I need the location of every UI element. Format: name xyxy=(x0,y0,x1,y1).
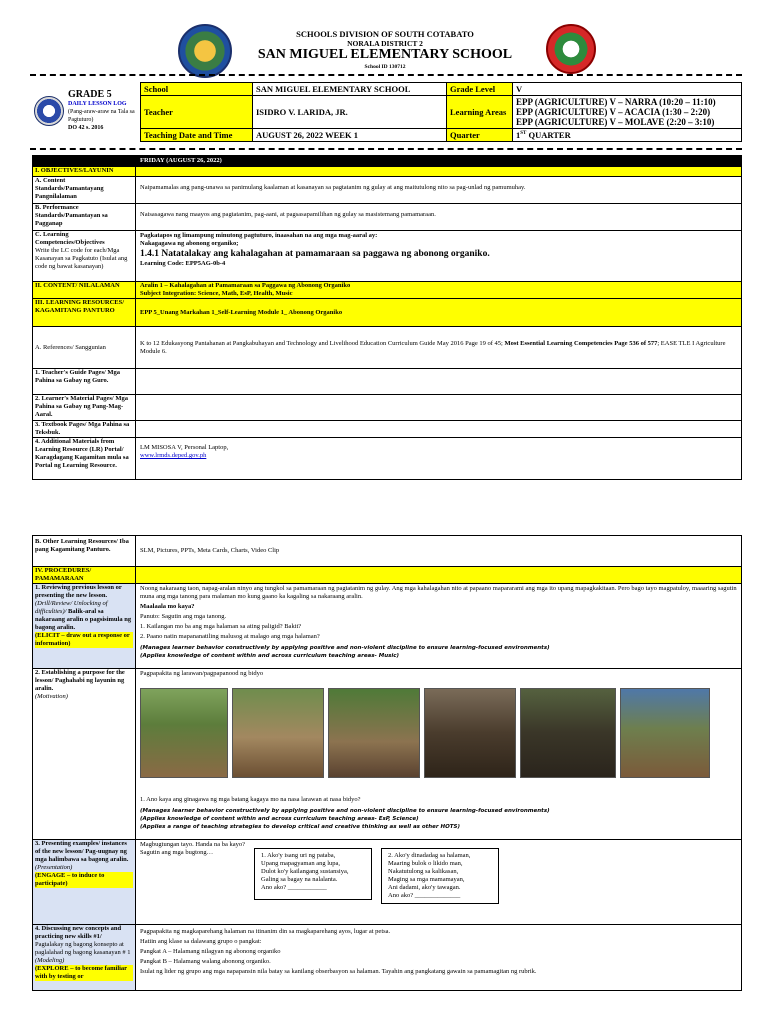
discuss-body xyxy=(136,925,742,991)
references-value xyxy=(136,327,742,369)
discuss-cell xyxy=(33,925,136,991)
log-subtitle: (Pang-araw-araw na Tala sa Pagtuturo) xyxy=(68,109,135,123)
content-line-1: Aralin 1 – Kahalagahan at Pamamaraan sa Paggawa ng Abonong Organiko xyxy=(140,282,351,289)
quarter-num: 1 xyxy=(516,130,521,140)
lesson-plan-part1 xyxy=(32,155,742,480)
content-standards-value: Naipamamalas ang pang-unawa sa panimulang kaalaman at kasanayan sa pagtatanim ng gulay at ang maitutulong nito sa pag-unlad ng pamumuhay. xyxy=(136,177,742,204)
doc-info xyxy=(68,89,138,132)
objectives-header: I. OBJECTIVES/LAYUNIN xyxy=(33,167,136,177)
discuss-note: (Modeling) xyxy=(35,957,65,964)
resources-value: EPP 5_Unang Markahan 1_Self-Learning Module 1_ Abonong Organiko xyxy=(136,299,742,327)
quarter-sup: ST xyxy=(520,131,527,137)
photo-compost-pile xyxy=(520,688,616,778)
resources-header: III. LEARNING RESOURCES/ KAGAMITANG PANTURO xyxy=(33,299,136,327)
purpose-annotation-3: (Applies a range of teaching strategies to develop critical and creative thinking as well as other HOTS) xyxy=(140,824,461,830)
additional-materials-label: 4. Additional Materials from Learning Resource (LR) Portal/ Karagdagang Kagamitan mula sa Portal ng Learning Resource. xyxy=(33,438,136,480)
procedures-header: IV. PROCEDURES/ PAMAMARAAN xyxy=(33,567,136,584)
areas-value xyxy=(513,96,742,129)
riddle-box-2: 2. Ako'y dinadadag sa halaman, Maaring bulok o likido man, Nakatutulong sa kalikasan, Maging sa mga mamamayan, Ani dadami, ako'y tawagan. Ano ako? ______________ xyxy=(381,848,499,904)
school-title: SAN MIGUEL ELEMENTARY SCHOOL xyxy=(257,47,513,62)
examples-label: 3. Presenting examples/ instances of the new lesson/ Pag-uugnay ng mga halimbawa sa bagong aralin. xyxy=(35,840,129,863)
references-tail: ; EASE TLE I Agriculture Module 6. xyxy=(140,339,726,355)
lrmds-link[interactable]: www.lrmds.deped.gov.ph xyxy=(140,452,207,459)
grade-label: Grade Level xyxy=(447,83,513,96)
review-body xyxy=(136,584,742,669)
review-note: (Drill/Review/ Unlocking of difficulties)/ xyxy=(35,600,108,615)
school-label: School xyxy=(141,83,253,96)
review-elicit: (ELICIT – draw out a response or information) xyxy=(35,632,133,648)
discuss-line-1: Pagpapakita ng magkaparehang halaman na itinanim din sa magkaparehang ayos, lugar at petsa. xyxy=(140,928,391,935)
photo-children-planting xyxy=(328,688,420,778)
deped-logo-icon xyxy=(34,96,64,126)
purpose-annotation-2: (Applies knowledge of content within and across curriculum teaching areas- EsP, Science) xyxy=(140,816,419,822)
content-value xyxy=(136,282,742,299)
district-title: NORALA DISTRICT 2 xyxy=(347,39,423,48)
competencies-value xyxy=(136,231,742,282)
grade-value: V xyxy=(513,83,742,96)
discuss-label: 4. Discussing new concepts and practicing new skills #1/ xyxy=(35,925,122,940)
references-label: A. References/ Sanggunian xyxy=(33,327,136,369)
competency-line-3: 1.4.1 Natatalakay ang kahalagahan at pamamaraan sa paggawa ng abonong organiko. xyxy=(140,249,490,259)
purpose-question: 1. Ano kaya ang ginagawa ng mga batang kagaya mo na nasa larawan at nasa bidyo? xyxy=(140,796,361,803)
procedures-blank xyxy=(136,567,742,584)
textbook-value xyxy=(136,421,742,438)
day-header: FRIDAY (AUGUST 26, 2022) xyxy=(136,156,742,167)
discuss-line-2: Hatiin ang klase sa dalawang grupo o pangkat: xyxy=(140,938,262,945)
school-id: School ID 130712 xyxy=(364,64,406,70)
learning-code: Learning Code: EPP5AG-0b-4 xyxy=(140,260,226,267)
additional-materials-text: LM MISOSA V, Personal Laptop, xyxy=(140,444,229,451)
review-annotation-2: (Applies knowledge of content within and across curriculum teaching areas- Music) xyxy=(140,653,400,659)
header-divider xyxy=(30,74,742,76)
examples-instruction: Sagutin ang mga bugtong… xyxy=(140,849,214,856)
discuss-line-4: Pangkat B – Halamang walang abonong organiko. xyxy=(140,958,271,965)
grade-title: GRADE 5 xyxy=(68,89,112,100)
discuss-explore: (EXPLORE – to become familiar with by testing or xyxy=(35,965,133,981)
date-value: AUGUST 26, 2022 WEEK 1 xyxy=(253,129,447,142)
examples-note: (Presentation) xyxy=(35,864,73,871)
other-resources-label: B. Other Learning Resources/ Iba pang Kagamitang Panturo. xyxy=(33,536,136,567)
log-title: DAILY LESSON LOG xyxy=(68,101,127,107)
quarter-text: QUARTER xyxy=(526,130,571,140)
review-question-2: 2. Paano natin mapananatiling malusog at malago ang mga halaman? xyxy=(140,633,320,640)
purpose-label: 2. Establishing a purpose for the lesson/ Paghahabi ng layunin ng aralin. xyxy=(35,669,125,692)
purpose-annotation-1: (Manages learner behavior constructively by applying positive and non-violent discipline to ensure learning-focused environments) xyxy=(140,808,550,814)
order-number: DO 42 s. 2016 xyxy=(68,125,104,131)
date-label: Teaching Date and Time xyxy=(141,129,253,142)
references-bold: Most Essential Learning Competencies Page 536 of 577 xyxy=(504,339,658,347)
objectives-blank xyxy=(136,167,742,177)
content-header: II. CONTENT/ NILALAMAN xyxy=(33,282,136,299)
content-standards-label: A. Content Standards/Pamantayang Pangnilalaman xyxy=(33,177,136,204)
photo-children-garden xyxy=(140,688,228,778)
division-seal-icon xyxy=(178,24,232,78)
info-table xyxy=(140,82,742,142)
areas-line-narra: EPP (AGRICULTURE) V – NARRA (10:20 – 11:10) xyxy=(516,97,716,107)
learners-material-label: 2. Learner's Material Pages/ Mga Pahina sa Gabay ng Pang-Mag-Aaral. xyxy=(33,395,136,421)
discuss-line-3: Pangkat A – Halamang nilagyan ng abonong organiko xyxy=(140,948,281,955)
photo-children-digging xyxy=(232,688,324,778)
areas-line-acacia: EPP (AGRICULTURE) V – ACACIA (1:30 – 2:20) xyxy=(516,107,711,117)
additional-materials-value xyxy=(136,438,742,480)
other-resources-value: SLM, Pictures, PPTs, Meta Cards, Charts, Video Clip xyxy=(136,536,742,567)
review-paragraph: Noong nakaraang taon, napag-aralan ninyo ang tungkol sa pamamaraan ng pagtatanim ng gulay. Ang mga kahalagahan nito at papaano mapararami ang mga ito upang mapagkakitaan. Pero bago tayo magpatuloy, maaaring sagutin muna ang mga tanong para malaman mo kung gaano ka kagaling sa nakaraang aralin. xyxy=(140,585,737,600)
content-line-2: Subject Integration: Science, Math, EsP, Health, Music xyxy=(140,290,293,297)
review-label: 1. Reviewing previous lesson or presenting the new lesson. xyxy=(35,584,122,599)
competencies-note: Write the LC code for each/Mga Kasanayan sa Pagkatuto (Isulat ang code ng bawat kasanayan) xyxy=(35,247,128,270)
review-tagalog: Balik-aral sa nakaraang aralin o pagsisimula ng bagong aralin. xyxy=(35,608,132,631)
review-prompt: Maalaala mo kaya? xyxy=(140,603,195,610)
review-question-1: 1. Kailangan mo ba ang mga halaman sa ating paligid? Bakit? xyxy=(140,623,302,630)
areas-line-molave: EPP (AGRICULTURE) V – MOLAVE (2:20 – 3:10) xyxy=(516,117,715,127)
school-seal-icon xyxy=(546,24,596,74)
school-value: SAN MIGUEL ELEMENTARY SCHOOL xyxy=(253,83,447,96)
quarter-value xyxy=(513,129,742,142)
teacher-value: ISIDRO V. LARIDA, JR. xyxy=(253,96,447,129)
quarter-label: Quarter xyxy=(447,129,513,142)
examples-intro: Magbugtungan tayo. Handa na ba kayo? xyxy=(140,841,246,848)
textbook-label: 3. Textbook Pages/ Mga Pahina sa Teksbuk. xyxy=(33,421,136,438)
references-text: K to 12 Edukasyong Pantahanan at Pangkabuhayan and Technology and Livelihood Education Curriculum Guide May 2016 Page 19 of 45; xyxy=(140,339,505,347)
photo-soil-plot xyxy=(424,688,516,778)
teachers-guide-label: 1. Teacher's Guide Pages/ Mga Pahina sa Gabay ng Guro. xyxy=(33,369,136,395)
performance-standards-label: B. Performance Standards/Pamantayan sa Pagganap xyxy=(33,204,136,231)
teachers-guide-value xyxy=(136,369,742,395)
review-annotation-1: (Manages learner behavior constructively by applying positive and non-violent discipline to ensure learning-focused environments) xyxy=(140,645,550,651)
riddle-box-1: 1. Ako'y isang uri ng pataba, Upang mapagyaman ang lupa, Dulot ko'y kailangang sustansiya, Galing sa bagay na nalalanta. Ano ako? ____________ xyxy=(254,848,372,900)
purpose-cell xyxy=(33,669,136,840)
discuss-line-5: Isulat ng lider ng grupo ang mga napapansin nila batay sa kanilang obserbasyon sa halaman. Tayahin ang pangkatang gawain sa pamamagitan ng rubrik. xyxy=(140,968,537,975)
review-instructions: Panuto: Sagutin ang mga tanong. xyxy=(140,613,227,620)
review-cell xyxy=(33,584,136,669)
division-title: SCHOOLS DIVISION OF SOUTH COTABATO xyxy=(296,29,474,39)
purpose-note: (Motivation) xyxy=(35,693,68,700)
competency-line-1: Pagkatapos ng limampung minutong pagtuturo, inaasahan na ang mga mag-aaral ay: xyxy=(140,232,378,239)
learners-material-value xyxy=(136,395,742,421)
purpose-intro: Pagpapakita ng larawan/pagpapanood ng bidyo xyxy=(140,670,264,677)
performance-standards-value: Naisasagawa nang maayos ang pagtatanim, pag-aani, at pagsasapamilihan ng gulay sa masistemang pamamaraan. xyxy=(136,204,742,231)
discuss-tagalog: Pagtalakay ng bagong konsepto at paglalahad ng bagong kasanayan # 1 xyxy=(35,941,131,956)
info-divider xyxy=(30,148,742,150)
competencies-label: C. Learning Competencies/Objectives xyxy=(35,231,105,246)
blank-day-cell xyxy=(33,156,136,167)
teacher-label: Teacher xyxy=(141,96,253,129)
areas-label: Learning Areas xyxy=(447,96,513,129)
competency-line-2: Nakagagawa ng abonong organiko; xyxy=(140,240,239,247)
examples-engage: (ENGAGE – to induce to participate) xyxy=(35,872,133,888)
competencies-cell xyxy=(33,231,136,282)
photo-child-compost xyxy=(620,688,710,778)
examples-cell xyxy=(33,840,136,925)
